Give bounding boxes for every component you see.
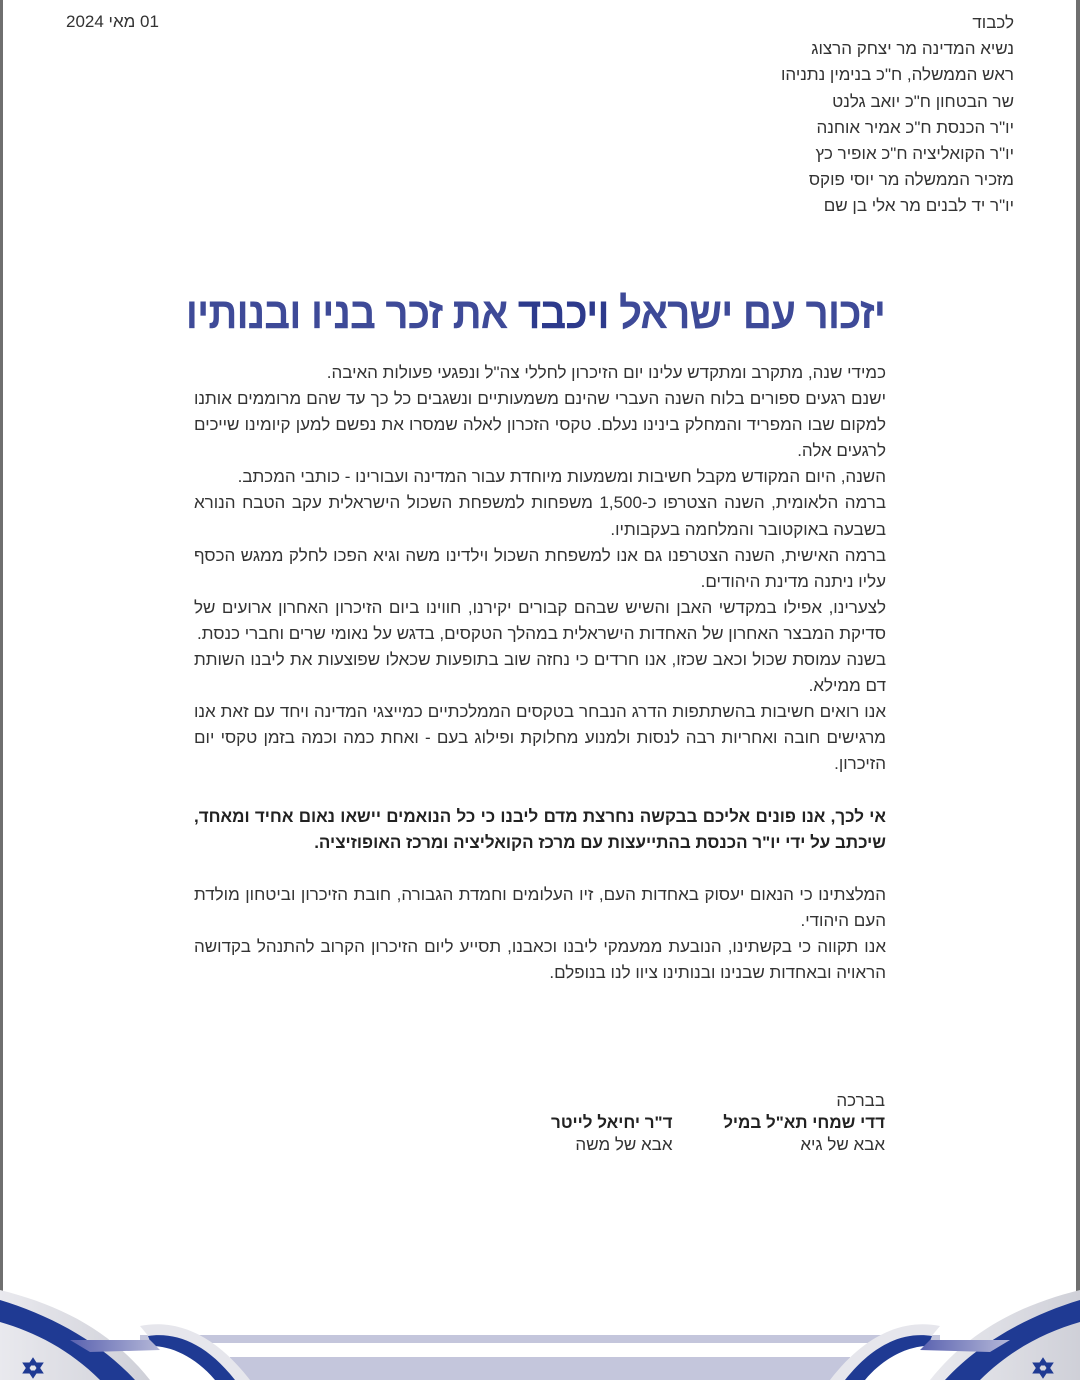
recipient-line: יו"ר הקואליציה ח"כ אופיר כץ (815, 144, 1014, 164)
signer-1 (673, 1112, 886, 1156)
signer-2 (460, 1112, 673, 1156)
body-paragraph: כמידי שנה, מתקרב ומתקדש עלינו יום הזיכרון לחללי צה"ל ונפגעי פעולות האיבה. (326, 363, 886, 382)
salutation: לכבוד (972, 13, 1014, 32)
recipient-line: מזכיר הממשלה מר יוסי פוקס (808, 170, 1014, 190)
letter-body (194, 360, 886, 986)
letter-date: 01 מאי 2024 (66, 12, 159, 31)
body-paragraph: ברמה הלאומית, השנה הצטרפו כ-1,500 משפחות למשפחת השכול הישראלית עקב הטבח הנורא בשבעה באוקטובר והמלחמה בעקבותיו. (194, 493, 886, 539)
signer-role: אבא של גיא (800, 1135, 885, 1154)
body-paragraph: בשנה עמוסת שכול וכאב שכזו, אנו חרדים כי נחזה שוב בתופעות שכאלו שפוצעות את ליבנו השותת דם ממילא. (194, 650, 886, 696)
title-part-1: יזכור עם ישראל (608, 289, 885, 338)
signer-role: אבא של משה (575, 1135, 673, 1154)
title-emphasis: ויכבד (517, 289, 609, 338)
flag-footer-decoration (0, 1280, 1080, 1380)
closing-paragraph: אנו תקווה כי בקשתינו, הנובעת ממעמקי ליבנו וכאבנו, תסייע ליום הזיכרון הקרוב להתנהל בקדושה הראויה ובאחדות שבנינו ובנותינו ציוו לנו בנופלם. (194, 936, 886, 982)
recipient-line: יו"ר הכנסת ח"כ אמיר אוחנה (816, 117, 1014, 137)
body-paragraph: ישנם רגעים ספורים בלוח השנה העברי שהינם משמעותיים ונשגבים כל כך עד שהם מרוממים אותנו למקום שבו המפריד והמחלק בינינו נעלם. טקסי הזכרון לאלה שמסרו את נפשם למען קיומינו שייכים לרגעים אלה. (194, 389, 886, 461)
request-paragraph: אי לכך, אנו פונים אליכם בבקשה נחרצת מדם ליבנו כי כל הנואמים יישאו נאום אחיד ומאחד, שיכתב על ידי יו"ר הכנסת בהתייעצות עם מרכז הקואליציה ומרכז האופוזיציה. (194, 806, 886, 852)
greeting: בברכה (836, 1091, 885, 1110)
recipient-line: שר הבטחון ח"כ יואב גלנט (832, 91, 1014, 111)
body-paragraph: השנה, היום המקודש מקבל חשיבות ומשמעות מיוחדת עבור המדינה ועבורינו - כותבי המכתב. (237, 467, 886, 487)
israeli-flag-ribbon-icon (0, 1280, 1080, 1380)
recipient-line: ראש הממשלה, ח"כ בנימין נתניהו (780, 65, 1014, 85)
closing-paragraph: המלצתינו כי הנאום יעסוק באחדות העם, זיו העלומים וחמדת הגבורה, חובת הזיכרון וביטחון מולדת העם היהודי. (194, 884, 886, 930)
recipients-block (614, 10, 1014, 220)
recipient-line: נשיא המדינה מר יצחק הרצוג (811, 39, 1014, 59)
recipient-line: יו"ר יד לבנים מר אלי בן שם (823, 196, 1014, 216)
signer-name: דדי שמחי תא"ל במיל (723, 1113, 885, 1132)
page-edge-left (0, 0, 3, 1380)
body-paragraph: לצערינו, אפילו במקדשי האבן והשיש שבהם קבורים יקירנו, חווינו ביום הזיכרון האחרון ארועים של סדיקת המבצר האחרון של האחדות הישראלית במהלך הטקסים, בדגש על נאומי שרים וחברי כנסת. (194, 597, 886, 643)
signer-name: ד"ר יחיאל לייטר (551, 1113, 673, 1132)
body-paragraph: ברמה האישית, השנה הצטרפנו גם אנו למשפחת השכול וילדינו משה וגיא הפכו לחלק ממגש הכסף עליו ניתנה מדינת היהודים. (194, 545, 886, 591)
title-part-2: את זכר בניו ובנותיו (185, 289, 518, 338)
page-edge-right (1076, 0, 1080, 1380)
body-paragraph: אנו רואים חשיבות בהשתתפות הדרג הנבחר בטקסים הממלכתיים כמייצגי המדינה ויחד עם זאת אנו מרגישים חובה ואחריות רבה לנסות ולמנוע מחלוקת ופילוג בעם - ואחת כמה וכמה בזמן טקסי יום הזיכרון. (194, 702, 886, 774)
signature-block (460, 1090, 885, 1156)
letter-title (185, 284, 885, 344)
